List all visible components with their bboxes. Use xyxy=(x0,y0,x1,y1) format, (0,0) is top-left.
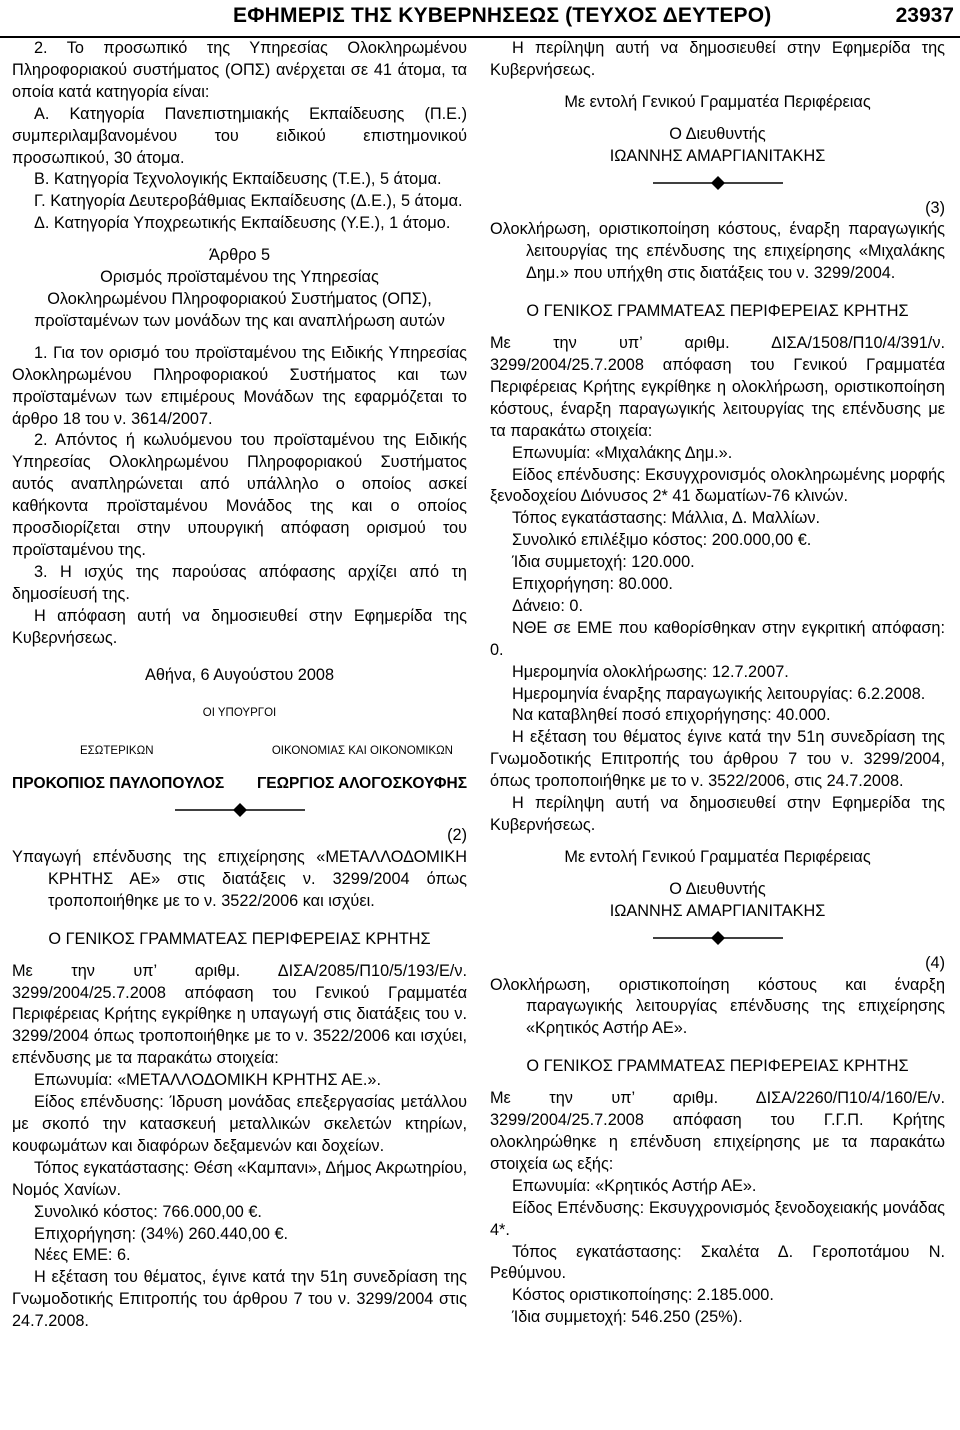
director-title: Ο Διευθυντής xyxy=(669,124,766,143)
paragraph: Β. Κατηγορία Τεχνολογικής Εκπαίδευσης (Τ.Ε.), 5 άτομα. xyxy=(34,170,442,189)
ministry-interior: ΕΣΩΤΕΡΙΚΩΝ xyxy=(80,745,154,758)
paragraph: Επωνυμία: «ΜΕΤΑΛΛΟΔΟΜΙΚΗ ΚΡΗΤΗΣ ΑΕ.». xyxy=(34,1071,381,1090)
paragraph: Συνολικό κόστος: 766.000,00 €. xyxy=(34,1202,262,1221)
paragraph: Α. Κατηγορία Πανεπιστημιακής Εκπαίδευσης (Π.Ε.) συμπεριλαμβανομένου του ειδικού επιστημονικού προσωπικού, 30 άτομα. xyxy=(12,104,467,167)
order-line: Με εντολή Γενικού Γραμματέα Περιφέρειας xyxy=(564,847,871,866)
decision-authority: Ο ΓΕΝΙΚΟΣ ΓΡΑΜΜΑΤΕΑΣ ΠΕΡΙΦΕΡΕΙΑΣ ΚΡΗΤΗΣ xyxy=(526,1057,909,1076)
paragraph: Επιχορήγηση: (34%) 260.440,00 €. xyxy=(34,1224,289,1243)
paragraph: Τόπος εγκατάστασης: Σκαλέτα Δ. Γεροποτάμου Ν. Ρεθύμνου. xyxy=(490,1242,945,1283)
paragraph: Είδος επένδυσης: Εκσυγχρονισμός ολοκληρωμένης μορφής ξενοδοχείου Διόνυσος 2* 41 δωματίων-76 κλινών. xyxy=(490,465,945,506)
paragraph: Επωνυμία: «Κρητικός Αστήρ ΑΕ». xyxy=(512,1176,757,1195)
paragraph: Τόπος εγκατάστασης: Θέση «Καμπανι», Δήμος Ακρωτηρίου, Νομός Χανίων. xyxy=(12,1158,467,1199)
paragraph: Να καταβληθεί ποσό επιχορήγησης: 40.000. xyxy=(512,706,831,725)
diamond-rule-icon xyxy=(175,803,305,817)
decision-authority: Ο ΓΕΝΙΚΟΣ ΓΡΑΜΜΑΤΕΑΣ ΠΕΡΙΦΕΡΕΙΑΣ ΚΡΗΤΗΣ xyxy=(48,929,431,948)
ministries-row xyxy=(12,741,467,763)
paragraph: Ίδια συμμετοχή: 120.000. xyxy=(512,553,695,572)
section-separator xyxy=(490,927,945,949)
paragraph: Με την υπ’ αριθμ. ΔΙΣΑ/2260/Π10/4/160/Ε/ν. 3299/2004/25.7.2008 απόφαση του Γ.Γ.Π. Κρήτης ολοκληρώθηκε η επένδυση επιχείρησης με τα παρακάτω στοιχεία ως εξής: xyxy=(490,1089,945,1173)
paragraph: 3. Η ισχύς της παρούσας απόφασης αρχίζει από τη δημοσίευσή της. xyxy=(12,562,467,603)
paragraph: Δ. Κατηγορία Υποχρεωτικής Εκπαίδευσης (Υ.Ε.), 1 άτομο. xyxy=(34,214,451,233)
paragraph: Η εξέταση του θέματος, έγινε κατά την 51η συνεδρίαση της Γνωμοδοτικής Επιτροπής του άρθρου 7 του ν. 3299/2004 στις 24.7.2008. xyxy=(12,1268,467,1331)
paragraph: Νέες ΕΜΕ: 6. xyxy=(34,1246,131,1265)
decision-authority: Ο ΓΕΝΙΚΟΣ ΓΡΑΜΜΑΤΕΑΣ ΠΕΡΙΦΕΡΕΙΑΣ ΚΡΗΤΗΣ xyxy=(526,302,909,321)
decision-number: (3) xyxy=(925,198,945,217)
paragraph: Η απόφαση αυτή να δημοσιευθεί στην Εφημερίδα της Κυβερνήσεως. xyxy=(12,606,467,647)
decision-title: Ολοκλήρωση, οριστικοποίηση κόστους, έναρξη παραγωγικής λειτουργίας της επένδυσης της επιχείρησης «Μιχαλάκης Δημ.» που υπήχθη στις διατάξεις του ν. 3299/2004. xyxy=(490,220,945,283)
diamond-rule-icon xyxy=(653,176,783,190)
article-subtitle: Ορισμός προϊσταμένου της Υπηρεσίας xyxy=(100,268,379,287)
director-title: Ο Διευθυντής xyxy=(669,879,766,898)
article-subtitle: Ολοκληρωμένου Πληροφοριακού Συστήματος (ΟΠΣ), xyxy=(47,289,432,308)
diamond-rule-icon xyxy=(653,931,783,945)
place-date: Αθήνα, 6 Αυγούστου 2008 xyxy=(144,666,335,685)
order-line: Με εντολή Γενικού Γραμματέα Περιφέρειας xyxy=(564,92,871,111)
page-header xyxy=(0,0,960,38)
signatures-row xyxy=(12,773,467,795)
gazette-title: ΕΦΗΜΕΡΙΣ ΤΗΣ ΚΥΒΕΡΝΗΣΕΩΣ (ΤΕΥΧΟΣ ΔΕΥΤΕΡΟ) xyxy=(233,4,772,27)
paragraph: Γ. Κατηγορία Δευτεροβάθμιας Εκπαίδευσης (Δ.Ε.), 5 άτομα. xyxy=(34,192,463,211)
paragraph: Είδος επένδυσης: Ίδρυση μονάδας επεξεργασίας μετάλλου με σκοπό την κατασκευή μεταλλικών σκελετών κτηρίων, κουφωμάτων και διαφόρων δεξαμενών και δοχείων. xyxy=(12,1093,467,1155)
paragraph: Η περίληψη αυτή να δημοσιευθεί στην Εφημερίδα της Κυβερνήσεως. xyxy=(490,794,945,834)
right-column xyxy=(490,38,945,1329)
paragraph: Ημερομηνία έναρξης παραγωγικής λειτουργίας: 6.2.2008. xyxy=(512,684,926,703)
paragraph: Ίδια συμμετοχή: 546.250 (25%). xyxy=(512,1308,743,1327)
paragraph: 2. Απόντος ή κωλυόμενου του προϊσταμένου της Ειδικής Υπηρεσίας Ολοκληρωμένου Πληροφοριακού Συστήματος αυτός αναπληρώνεται από υπάλληλο ο οποίος ασκεί καθήκοντα προϊσταμένου Μονάδος της και ο οποίος προσδιορίζεται στην υπουργική απόφαση ορισμού του προϊσταμένου της. xyxy=(12,431,467,559)
paragraph: Τόπος εγκατάστασης: Μάλλια, Δ. Μαλλίων. xyxy=(512,509,821,528)
paragraph: ΝΘΕ σε ΕΜΕ που καθορίσθηκαν στην εγκριτική απόφαση: 0. xyxy=(490,618,945,659)
paragraph: Συνολικό επιλέξιμο κόστος: 200.000,00 €. xyxy=(512,531,812,550)
decision-number: (4) xyxy=(925,953,945,972)
paragraph: Είδος Επένδυσης: Εκσυγχρονισμός ξενοδοχειακής μονάδας 4*. xyxy=(490,1198,945,1239)
paragraph: Κόστος οριστικοποίησης: 2.185.000. xyxy=(512,1286,774,1305)
left-column xyxy=(12,38,467,1333)
paragraph: Επιχορήγηση: 80.000. xyxy=(512,575,673,594)
ministers-label: ΟΙ ΥΠΟΥΡΓΟΙ xyxy=(202,707,277,720)
paragraph: Ημερομηνία ολοκλήρωσης: 12.7.2007. xyxy=(512,662,789,681)
paragraph: Δάνειο: 0. xyxy=(512,596,583,615)
signer-name: ΠΡΟΚΟΠΙΟΣ ΠΑΥΛΟΠΟΥΛΟΣ xyxy=(12,775,225,793)
paragraph: Επωνυμία: «Μιχαλάκης Δημ.». xyxy=(512,443,733,462)
section-separator xyxy=(490,172,945,194)
paragraph: 1. Για τον ορισμό του προϊσταμένου της Ειδικής Υπηρεσίας Ολοκληρωμένου Πληροφοριακού Συστήματος και των προϊσταμένων των επιμέρους Μονάδων της εφαρμόζεται το άρθρο 18 του ν. 3614/2007. xyxy=(12,343,467,428)
paragraph: Με την υπ’ αριθμ. ΔΙΣΑ/1508/Π10/4/391/ν. 3299/2004/25.7.2008 απόφαση του Γενικού Γραμματέα Περιφέρειας Κρήτης εγκρίθηκε η ολοκλήρωση, οριστικοποίηση κόστους, έναρξη παραγωγικής λειτουργίας της επένδυσης με τα παρακάτω στοιχεία: xyxy=(490,334,945,440)
decision-title: Ολοκλήρωση, οριστικοποίηση κόστους και έναρξη παραγωγικής λειτουργίας επένδυσης της επιχείρησης «Κρητικός Αστήρ ΑΕ». xyxy=(490,975,945,1038)
ministry-economy: ΟΙΚΟΝΟΜΙΑΣ ΚΑΙ ΟΙΚΟΝΟΜΙΚΩΝ xyxy=(271,745,453,758)
page-number: 23937 xyxy=(895,4,954,27)
article-title: Άρθρο 5 xyxy=(208,246,271,265)
signer-name: ΓΕΩΡΓΙΟΣ ΑΛΟΓΟΣΚΟΥΦΗΣ xyxy=(256,775,467,793)
director-name: ΙΩΑΝΝΗΣ ΑΜΑΡΓΙΑΝΙΤΑΚΗΣ xyxy=(609,146,826,165)
decision-title: Υπαγωγή επένδυσης της επιχείρησης «ΜΕΤΑΛΛΟΔΟΜΙΚΗ ΚΡΗΤΗΣ ΑΕ» στις διατάξεις ν. 3299/2004 όπως τροποποιήθηκε με το ν. 3522/2006 και ισχύει. xyxy=(12,848,467,910)
paragraph: Με την υπ’ αριθμ. ΔΙΣΑ/2085/Π10/5/193/Ε/ν. 3299/2004/25.7.2008 απόφαση του Γενικού Γραμματέα Περιφέρειας Κρήτης εγκρίθηκε η υπαγωγή στις διατάξεις του ν. 3299/2004 όπως τροποποιήθηκε με το ν. 3522/2006 και ισχύει, επένδυσης με τα παρακάτω στοιχεία: xyxy=(12,961,467,1068)
paragraph: 2. Το προσωπικό της Υπηρεσίας Ολοκληρωμένου Πληροφοριακού συστήματος (ΟΠΣ) ανέρχεται σε 41 άτομα, τα οποία κατά κατηγορία είναι: xyxy=(12,39,467,101)
paragraph: Η εξέταση του θέματος έγινε κατά την 51η συνεδρίαση της Γνωμοδοτικής Επιτροπής του άρθρου 7 του ν. 3299/2004, όπως τροποποιήθηκε με το ν. 3522/2006, στις 24.7.2008. xyxy=(490,728,945,791)
article-subtitle: προϊσταμένων των μονάδων της και αναπλήρωση αυτών xyxy=(34,311,445,330)
director-name: ΙΩΑΝΝΗΣ ΑΜΑΡΓΙΑΝΙΤΑΚΗΣ xyxy=(609,901,826,920)
decision-number: (2) xyxy=(447,826,467,845)
section-separator xyxy=(12,799,467,821)
paragraph: Η περίληψη αυτή να δημοσιευθεί στην Εφημερίδα της Κυβερνήσεως. xyxy=(490,39,945,79)
